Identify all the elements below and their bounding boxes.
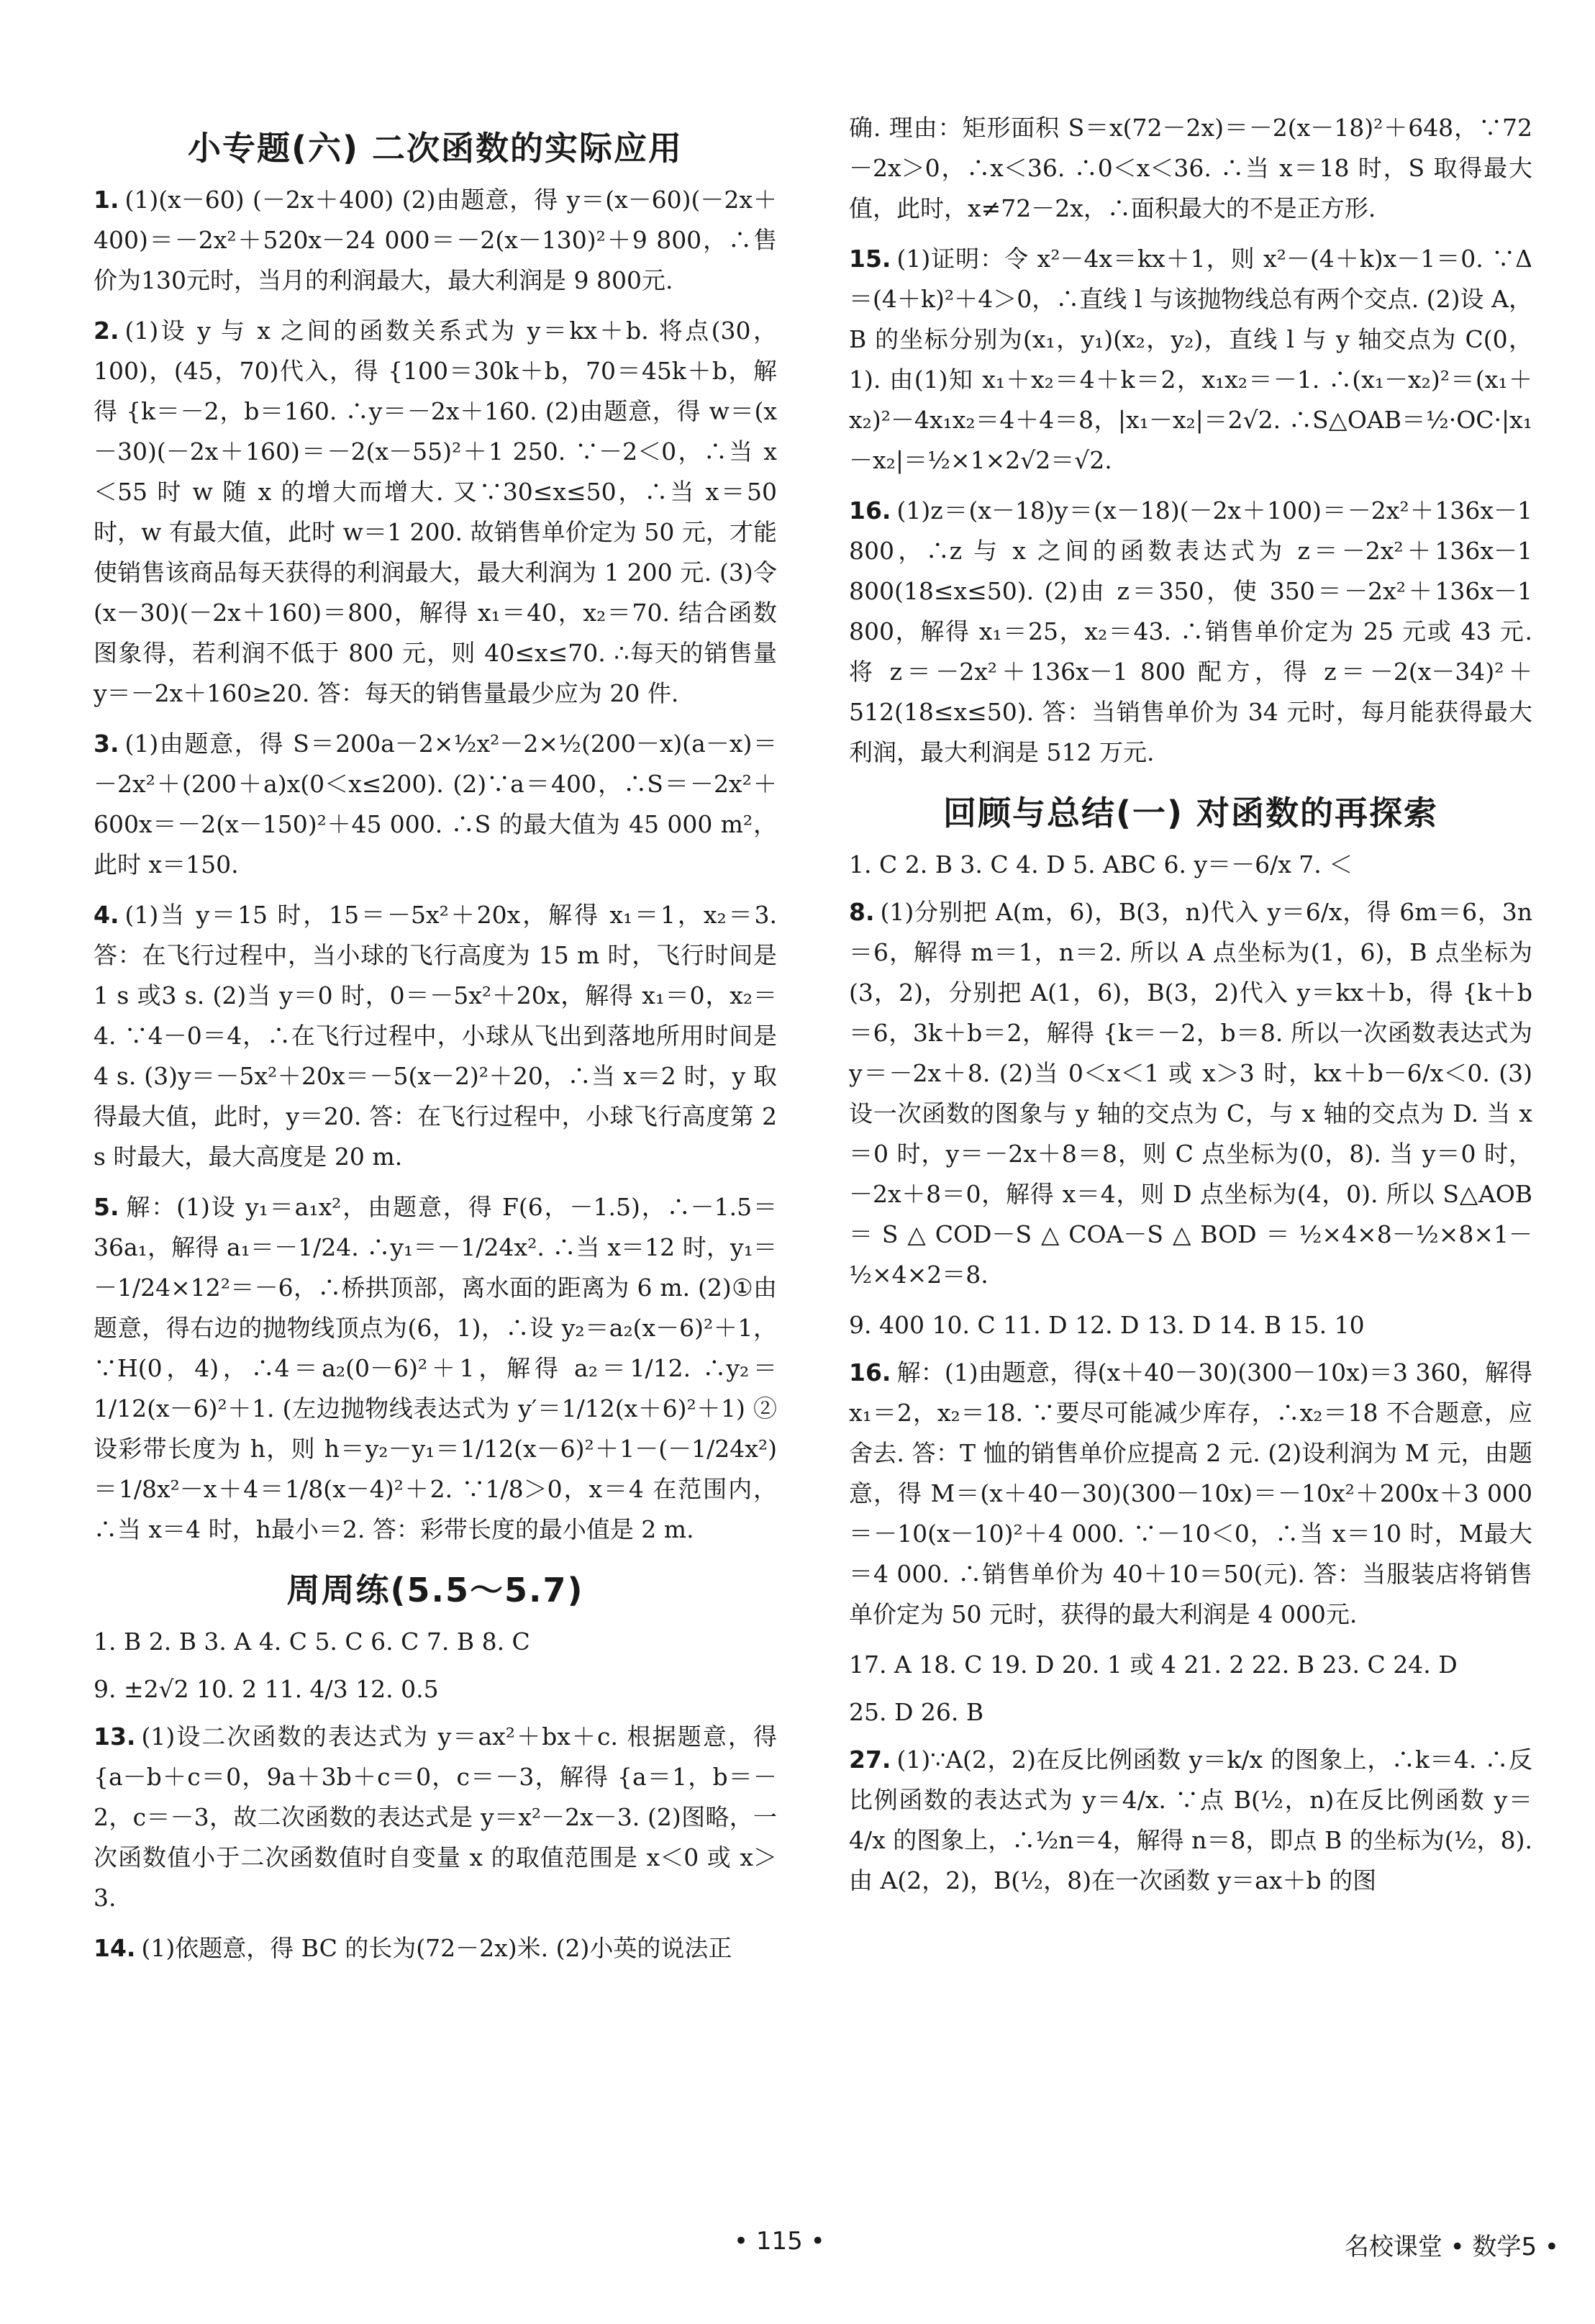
item-text: 解：(1)由题意，得(x＋40－30)(300－10x)＝3 360，解得 x₁＝2，x₂＝18. ∵要尽可能减少库存，∴x₂＝18 不合题意，应舍去. 答：T 恤的销售单价应提高 2 元. (2)设利润为 M 元，由题意，得 M＝(x＋40－30)(300－10x)＝－10x²＋200x＋3 000＝－10(x－10)²＋4 000. ∵－10＜0，∴当 x＝10 时，M最大＝4 000. ∴销售单价为 40＋10＝50(元). 答：当服装店将销售单价定为 50 元时，获得的最大利润是 4 000元.	[849, 1358, 1532, 1628]
item-number: 8.	[849, 898, 875, 926]
item-text: (1)分别把 A(m，6)，B(3，n)代入 y＝6/x，得 6m＝6，3n＝6，解得 m＝1，n＝2. 所以 A 点坐标为(1，6)，B 点坐标为(3，2)，分别把 A(1，6)，B(3，2)代入 y＝kx＋b，得 {k＋b＝6，3k＋b＝2，解得 {k＝－2，b＝8. 所以一次函数表达式为 y＝－2x＋8. (2)当 0＜x＜1 或 x＞3 时，kx＋b－6/x＜0. (3)设一次函数的图象与 y 轴的交点为 C，与 x 轴的交点为 D. 当 x＝0 时，y＝－2x＋8＝8，则 C 点坐标为(0，8). 当 y＝0 时，－2x＋8＝0，解得 x＝4，则 D 点坐标为(4，0). 所以 S△AOB＝S△COD－S△COA－S△BOD＝½×4×8－½×8×1－½×4×2＝8.	[849, 898, 1532, 1289]
item-number: 14.	[94, 1934, 136, 1962]
page-number: • 115 •	[734, 2227, 825, 2256]
item-number: 5.	[94, 1193, 119, 1221]
left-column	[94, 108, 777, 1979]
short-answers-row: 1. B 2. B 3. A 4. C 5. C 6. C 7. B 8. C	[94, 1628, 530, 1656]
page-footer	[0, 2227, 1595, 2270]
item-text: (1)设 y 与 x 之间的函数关系式为 y＝kx＋b. 将点(30，100)，(45，70)代入，得 {100＝30k＋b，70＝45k＋b，解得 {k＝－2，b＝160. ∴y＝－2x＋160. (2)由题意，得 w＝(x－30)(－2x＋160)＝－2(x－55)²＋1 250. ∵－2＜0，∴当 x＜55 时 w 随 x 的增大而增大. 又∵30≤x≤50，∴当 x＝50 时，w 有最大值，此时 w＝1 200. 故销售单价定为 50 元，才能使销售该商品每天获得的利润最大，最大利润为 1 200 元. (3)令(x－30)(－2x＋160)＝800，解得 x₁＝40，x₂＝70. 结合函数图象得，若利润不低于 800 元，则 40≤x≤70. ∴每天的销售量 y＝－2x＋160≥20. 答：每天的销售量最少应为 20 件.	[94, 317, 777, 707]
item-number: 27.	[849, 1746, 891, 1774]
answer-item	[849, 1353, 1532, 1635]
item-number: 16.	[849, 1358, 891, 1386]
item-text: (1)∵A(2，2)在反比例函数 y＝k/x 的图象上，∴k＝4. ∴反比例函数的表达式为 y＝4/x. ∵点 B(½，n)在反比例函数 y＝4/x 的图象上，∴½n＝4，解得 n＝8，即点 B 的坐标为(½，8). 由 A(2，2)，B(½，8)在一次函数 y＝ax＋b 的图	[849, 1746, 1532, 1894]
item-text: (1)依题意，得 BC 的长为(72－2x)米. (2)小英的说法正	[141, 1934, 732, 1962]
item-text: (1)(x－60) (－2x＋400) (2)由题意，得 y＝(x－60)(－2x＋400)＝－2x²＋520x－24 000＝－2(x－130)²＋9 800，∴售价为130元时，当月的利润最大，最大利润是 9 800元.	[94, 186, 777, 294]
item-number: 3.	[94, 730, 119, 758]
item-number: 13.	[94, 1722, 136, 1751]
book-label: 名校课堂 • 数学5 •	[1344, 2233, 1559, 2261]
section-title-quadratic-applications: 小专题(六) 二次函数的实际应用	[187, 129, 683, 168]
answer-item	[94, 1717, 777, 1918]
section-title-weekly-practice: 周周练(5.5～5.7)	[286, 1571, 584, 1610]
answer-item	[94, 895, 777, 1177]
item-number: 2.	[94, 317, 119, 345]
item-text: 解：(1)设 y₁＝a₁x²，由题意，得 F(6，－1.5)，∴－1.5＝36a₁，解得 a₁＝－1/24. ∴y₁＝－1/24x². ∴当 x＝12 时，y₁＝－1/24×12²＝－6，∴桥拱顶部，离水面的距离为 6 m. (2)①由题意，得右边的抛物线顶点为(6，1)，∴设 y₂＝a₂(x－6)²＋1，∵H(0，4)，∴4＝a₂(0－6)²＋1，解得 a₂＝1/12. ∴y₂＝1/12(x－6)²＋1. (左边抛物线表达式为 y′＝1/12(x＋6)²＋1) ②设彩带长度为 h，则 h＝y₂－y₁＝1/12(x－6)²＋1－(－1/24x²)＝1/8x²－x＋4＝1/8(x－4)²＋2. ∵1/8＞0，x＝4 在范围内，∴当 x＝4 时，h最小＝2. 答：彩带长度的最小值是 2 m.	[94, 1193, 777, 1543]
item-text: (1)证明：令 x²－4x＝kx＋1，则 x²－(4＋k)x－1＝0. ∵Δ＝(4＋k)²＋4＞0，∴直线 l 与该抛物线总有两个交点. (2)设 A，B 的坐标分别为(x₁，y₁)(x₂，y₂)，直线 l 与 y 轴交点为 C(0，1). 由(1)知 x₁＋x₂＝4＋k＝2，x₁x₂＝－1. ∴(x₁－x₂)²＝(x₁＋x₂)²－4x₁x₂＝4＋4＝8，|x₁－x₂|＝2√2. ∴S△OAB＝½·OC·|x₁－x₂|＝½×1×2√2＝√2.	[849, 245, 1532, 474]
short-answers-row: 17. A 18. C 19. D 20. 1 或 4 21. 2 22. B 23. C 24. D	[849, 1651, 1458, 1679]
short-answers-row: 9. ±2√2 10. 2 11. 4/3 12. 0.5	[94, 1675, 439, 1703]
answer-item	[94, 1928, 777, 1969]
answer-item	[849, 239, 1532, 481]
short-answers-row: 9. 400 10. C 11. D 12. D 13. D 14. B 15. 10	[849, 1311, 1365, 1339]
answer-item-continued: 确. 理由：矩形面积 S＝x(72－2x)＝－2(x－18)²＋648，∵72－2x＞0，∴x＜36. ∴0＜x＜36. ∴当 x＝18 时，S 取得最大值，此时，x≠72－2x，∴面积最大的不是正方形.	[849, 114, 1532, 222]
right-column	[849, 108, 1532, 1911]
short-answers-row: 25. D 26. B	[849, 1698, 984, 1726]
item-text: (1)设二次函数的表达式为 y＝ax²＋bx＋c. 根据题意，得 {a－b＋c＝0，9a＋3b＋c＝0，c＝－3，解得 {a＝1，b＝－2，c＝－3，故二次函数的表达式是 y＝x²－2x－3. (2)图略，一次函数值小于二次函数值时自变量 x 的取值范围是 x＜0 或 x＞3.	[94, 1722, 777, 1912]
item-number: 16.	[849, 496, 891, 525]
short-answers-row: 1. C 2. B 3. C 4. D 5. ABC 6. y＝－6/x 7. ＜	[849, 850, 1353, 879]
answer-item	[849, 892, 1532, 1295]
item-number: 4.	[94, 901, 119, 929]
item-text: (1)z＝(x－18)y＝(x－18)(－2x＋100)＝－2x²＋136x－1 800，∴z 与 x 之间的函数表达式为 z＝－2x²＋136x－1 800(18≤x≤50). (2)由 z＝350，使 350＝－2x²＋136x－1 800，解得 x₁＝25，x₂＝43. ∴销售单价定为 25 元或 43 元. 将 z＝－2x²＋136x－1 800 配方，得 z＝－2(x－34)²＋512(18≤x≤50). 答：当销售单价为 34 元时，每月能获得最大利润，最大利润是 512 万元.	[849, 496, 1532, 766]
item-text: (1)由题意，得 S＝200a－2×½x²－2×½(200－x)(a－x)＝－2x²＋(200＋a)x(0＜x≤200). (2)∵a＝400，∴S＝－2x²＋600x＝－2(x－150)²＋45 000. ∴S 的最大值为 45 000 m²，此时 x＝150.	[94, 730, 777, 879]
item-number: 15.	[849, 245, 891, 273]
section-title-review-functions: 回顾与总结(一) 对函数的再探索	[942, 794, 1439, 832]
answer-item	[94, 1187, 777, 1550]
answer-item	[849, 1740, 1532, 1901]
answer-item	[94, 724, 777, 885]
answer-item	[94, 311, 777, 714]
item-number: 1.	[94, 186, 119, 214]
answer-item	[849, 491, 1532, 773]
item-text: (1)当 y＝15 时，15＝－5x²＋20x，解得 x₁＝1，x₂＝3. 答：在飞行过程中，当小球的飞行高度为 15 m 时，飞行时间是 1 s 或3 s. (2)当 y＝0 时，0＝－5x²＋20x，解得 x₁＝0，x₂＝4. ∵4－0＝4，∴在飞行过程中，小球从飞出到落地所用时间是 4 s. (3)y＝－5x²＋20x＝－5(x－2)²＋20，∴当 x＝2 时，y 取得最大值，此时，y＝20. 答：在飞行过程中，小球飞行高度第 2 s 时最大，最大高度是 20 m.	[94, 901, 778, 1171]
answer-item	[94, 180, 777, 301]
